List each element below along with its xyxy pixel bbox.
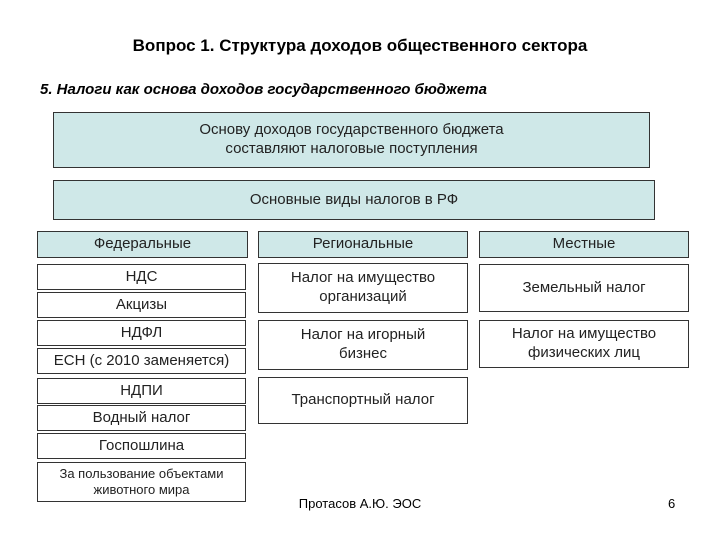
local-item-property-person xyxy=(479,320,689,368)
regional-item-label: Налог на имущество организаций xyxy=(290,269,436,305)
slide-subtitle: 5. Налоги как основа доходов государственного бюджета xyxy=(40,81,487,98)
federal-item-excise xyxy=(37,292,246,318)
footer-author: Протасов А.Ю. ЭОС xyxy=(298,496,422,511)
federal-header-label: Федеральные xyxy=(93,235,192,253)
federal-item-label: НДС xyxy=(125,267,158,285)
local-item-land xyxy=(479,264,689,312)
federal-item-label: НДПИ xyxy=(120,381,163,399)
federal-item-label: НДФЛ xyxy=(120,323,163,341)
federal-item-label: Госпошлина xyxy=(98,436,185,454)
regional-header xyxy=(258,231,468,258)
federal-item-label: Водный налог xyxy=(92,408,191,426)
federal-item-water xyxy=(37,405,246,431)
slide-title: Вопрос 1. Структура доходов общественного сектора xyxy=(132,36,588,55)
local-item-label: Налог на имущество физических лиц xyxy=(511,325,657,361)
local-item-label: Земельный налог xyxy=(522,278,646,296)
federal-item-label: За пользование объектами животного мира xyxy=(59,466,224,497)
regional-item-label: Транспортный налог xyxy=(291,391,435,409)
regional-header-label: Региональные xyxy=(312,235,414,253)
main-types-label: Основные виды налогов в РФ xyxy=(249,190,459,208)
federal-item-nds xyxy=(37,264,246,290)
federal-header xyxy=(37,231,248,258)
basis-box xyxy=(53,112,650,168)
federal-item-ndfl xyxy=(37,320,246,346)
federal-item-esn xyxy=(37,348,246,374)
federal-item-label: ЕСН (с 2010 заменяется) xyxy=(53,351,230,369)
regional-item-gambling xyxy=(258,320,468,370)
page-number: 6 xyxy=(668,496,676,511)
regional-item-label: Налог на игорный бизнес xyxy=(300,326,426,362)
federal-item-label: Акцизы xyxy=(115,295,168,313)
basis-text: Основу доходов государственного бюджета составляют налоговые поступления xyxy=(199,121,504,157)
regional-item-transport xyxy=(258,377,468,424)
local-header-label: Местные xyxy=(552,235,616,253)
local-header xyxy=(479,231,689,258)
federal-item-duty xyxy=(37,433,246,459)
main-types-box xyxy=(53,180,655,220)
regional-item-property-org xyxy=(258,263,468,313)
federal-item-ndpi xyxy=(37,378,246,404)
